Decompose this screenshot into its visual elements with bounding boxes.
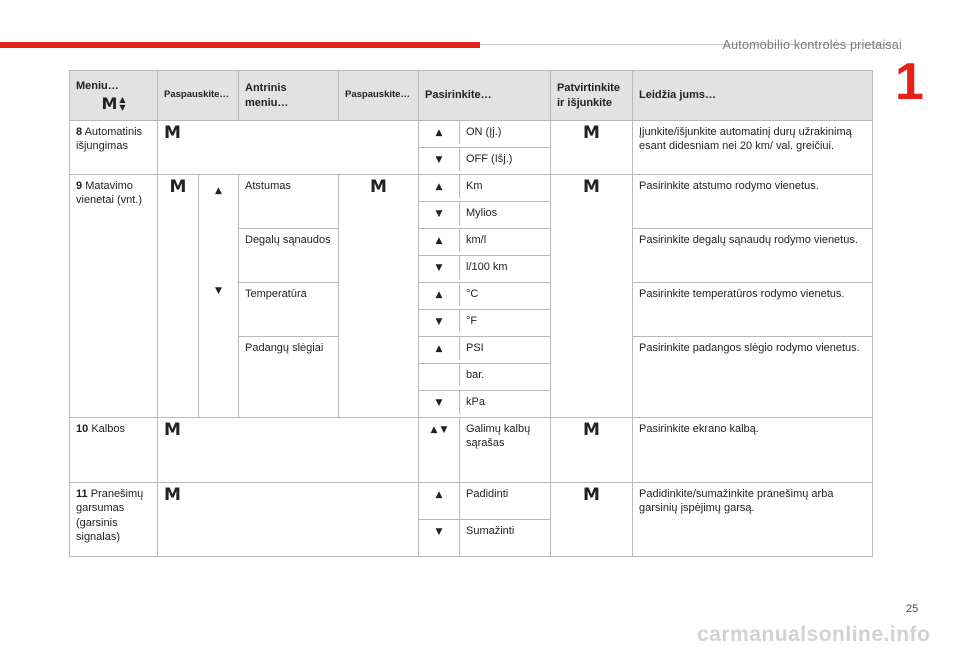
row-8-confirm [551, 121, 633, 175]
col-header-allows: Leidžia jums… [633, 71, 873, 121]
row-10-confirm [551, 418, 633, 483]
m-button-icon: M [583, 485, 600, 505]
watermark: carmanualsonline.info [697, 623, 931, 646]
up-arrow-icon: ▲ [435, 182, 443, 192]
up-arrow-icon: ▲ [435, 490, 443, 500]
up-arrow-icon: ▲ [119, 95, 126, 105]
down-arrow-icon: ▼ [119, 102, 126, 112]
col-header-submenu: Antrinis meniu… [239, 71, 339, 121]
option-celsius: °C [459, 283, 550, 306]
row-10-desc: Pasirinkite ekrano kalbą. [633, 418, 873, 483]
table-row [70, 175, 873, 202]
option-psi: PSI [459, 337, 550, 360]
table-row [70, 121, 873, 148]
menu-table [69, 70, 873, 557]
option-l-100km: l/100 km [459, 256, 550, 279]
row-9-press2 [339, 175, 419, 418]
submenu-temperature: Temperatūra [239, 283, 339, 337]
m-button-icon: M [169, 177, 187, 197]
row-8-label: 8 Automatinis išjungimas [70, 121, 158, 175]
option-km: Km [459, 175, 550, 198]
option-fahrenheit: °F [459, 310, 550, 333]
submenu-fuel: Degalų sąnaudos [239, 229, 339, 283]
option-off: OFF (Išj.) [459, 148, 550, 171]
row-11-label: 11 Pranešimų garsumas (garsinis signalas) [70, 483, 158, 557]
up-arrow-icon: ▲ [430, 425, 438, 435]
option-km-l: km/l [459, 229, 550, 252]
down-arrow-icon: ▼ [435, 263, 443, 273]
down-arrow-icon: ▼ [440, 425, 448, 435]
option-decrease: Sumažinti [459, 520, 550, 556]
col-header-press1: Paspauskite… [158, 71, 239, 121]
row-9-label: 9 Matavimo vienetai (vnt.) [70, 175, 158, 418]
down-arrow-icon: ▼ [435, 398, 443, 408]
m-button-icon: M [583, 177, 600, 197]
up-arrow-icon: ▲ [215, 186, 222, 196]
col-header-menu: Meniu… M ▲ ▼ [70, 71, 158, 121]
table-header-row [70, 71, 873, 121]
row-9-confirm [551, 175, 633, 418]
row-11-confirm [551, 483, 633, 557]
m-button-icon: M [164, 420, 181, 440]
row-8-desc: Įjunkite/išjunkite automatinį durų užrakinimą esant didesniam nei 20 km/ val. greičiui. [633, 121, 873, 175]
down-arrow-icon: ▼ [435, 155, 443, 165]
table-row [70, 483, 873, 520]
section-title: Automobilio kontrolės prietaisai [722, 38, 902, 52]
m-button-icon: M [370, 177, 387, 197]
m-button-icon: M [101, 93, 118, 113]
chapter-number: 1 [895, 53, 924, 111]
row-10-label: 10 Kalbos [70, 418, 158, 483]
m-button-icon: M [583, 123, 600, 143]
col-header-confirm: Patvirtinkite ir išjunkite [551, 71, 633, 121]
option-increase: Padidinti [459, 483, 550, 519]
col-header-press2: Paspauskite… [339, 71, 419, 121]
desc-distance: Pasirinkite atstumo rodymo vienetus. [633, 175, 873, 229]
down-arrow-icon: ▼ [435, 527, 443, 537]
row-11-desc: Padidinkite/sumažinkite pranešimų arba garsinių įspėjimų garsą. [633, 483, 873, 557]
submenu-distance: Atstumas [239, 175, 339, 229]
row-11-press [158, 483, 419, 557]
down-arrow-icon: ▼ [215, 286, 222, 296]
m-button-icon: M [164, 123, 181, 143]
submenu-tyre-pressure: Padangų slėgiai [239, 337, 339, 418]
page-number: 25 [906, 603, 919, 615]
m-button-icon: M [164, 485, 181, 505]
up-arrow-icon: ▲ [435, 290, 443, 300]
header-red-bar [0, 42, 480, 48]
down-arrow-icon: ▼ [435, 317, 443, 327]
col-header-select: Pasirinkite… [419, 71, 551, 121]
option-on: ON (Įj.) [459, 121, 550, 144]
desc-fuel: Pasirinkite degalų sąnaudų rodymo vienetus. [633, 229, 873, 283]
m-button-icon: M [583, 420, 600, 440]
row-8-press [158, 121, 419, 175]
down-arrow-icon: ▼ [435, 209, 443, 219]
up-arrow-icon: ▲ [435, 236, 443, 246]
desc-temperature: Pasirinkite temperatūros rodymo vienetus. [633, 283, 873, 337]
option-kpa: kPa [459, 391, 550, 414]
row-10-press [158, 418, 419, 483]
desc-tyre-pressure: Pasirinkite padangos slėgio rodymo vienetus. [633, 337, 873, 418]
up-arrow-icon: ▲ [435, 344, 443, 354]
table-row [70, 418, 873, 483]
option-miles: Mylios [459, 202, 550, 225]
up-arrow-icon: ▲ [435, 128, 443, 138]
option-language-list: Galimų kalbų sąrašas [459, 418, 550, 482]
option-bar: bar. [459, 364, 550, 386]
